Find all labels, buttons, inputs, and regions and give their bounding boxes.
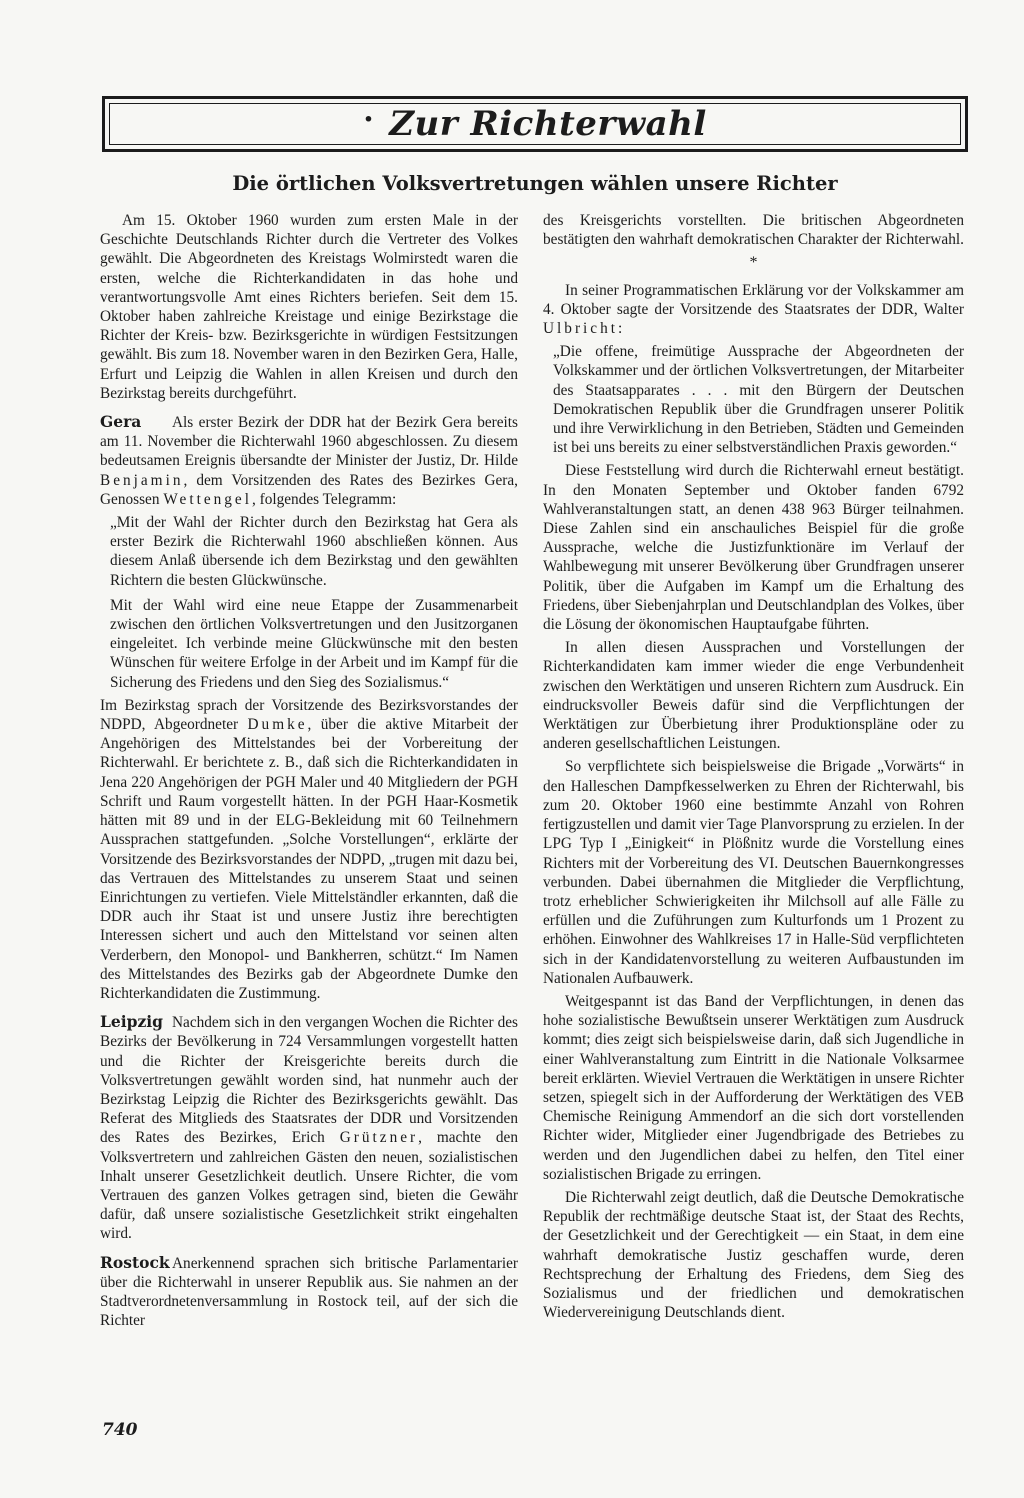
section-leipzig: [100, 1013, 518, 1243]
right-paragraph-4: So verpflichtete sich beispielsweise die Brigade „Vorwärts“ in den Halleschen Dampfkesselwerken zu Ehren der Richterwahl, bis zum 20. Oktober 1960 eine bestimmte Anzahl von Rohren fertigzustellen und damit vier Tage Planvorsprung zu erzielen. In der LPG Typ I „Einigkeit“ in Plößnitz wurde die Vorstellung eines Richters mit der Vorbereitung des VI. Deutschen Bauernkongresses verbunden. Dabei übernahmen die Mitglieder die Verpflichtung, trotz erheblicher Schwierigkeiten ihr Milchsoll auf alle Fälle zu erfüllen und die Zuführungen zum Kulturfonds um 1 Prozent zu erhöhen. Einwohner des Wahlkreises 17 in Halle-Süd verpflichteten sich in der Kandidatenvorstellung zu weiteren Aufbaustunden im Nationalen Aufbauwerk.: [543, 758, 964, 987]
name-wettengel: Wettengel: [163, 490, 252, 508]
gera-paragraph-2: Im Bezirkstag sprach der Vorsitzende des Bezirksvorstandes der NDPD, Abgeordneter Dumke, über die aktive Mitarbeit der Angehörigen des Mittelstandes bei der Vorbereitung der Richterwahl. Er berichtete z. B., daß sich die Richterkandidaten in Jena 220 Angehörigen der PGH Maler und 40 Mitgliedern der PGH Schrift und Raum vorgestellt hätten. In der PGH Haar-Kosmetik hätten mit 89 und in der ELG-Bekleidung mit 60 Teilnehmern Aussprachen stattgefunden. „Solche Vorstellungen“, erklärte der Vorsitzende des Bezirksvorstandes der NDPD, „trugen mit dazu bei, das Vertrauen des Mittelstandes zu unserem Staat und seinen Einrichtungen zu vertiefen. Viele Mittelständler erkannten, daß die DDR auch ihr Staat ist und unsere Justiz ihre berechtigten Interessen sichert und auch den Mittelstand vor seinen alten Verderbern, den Monopol- und Bankherren, schützt.“ Im Namen des Mittelstandes des Bezirks gab der Abgeordnete Dumke den Richterkandidaten die Zustimmung.: [100, 696, 518, 1002]
name-benjamin: Benjamin: [100, 471, 184, 489]
name-gruetzner: Grützner: [339, 1129, 419, 1147]
name-dumke: Dumke: [247, 716, 308, 734]
section-separator-star: *: [749, 254, 758, 272]
section-gera: [100, 413, 518, 1003]
page-number: 740: [102, 1420, 138, 1440]
rostock-paragraph: Anerkennend sprachen sich britische Parlamentarier über die Richterwahl in unserer Republik aus. Sie nahmen an der Stadtverordnetenversammlung in Rostock teil, auf der sich die Richter: [100, 1254, 518, 1330]
right-paragraph-3: In allen diesen Aussprachen und Vorstellungen der Richterkandidaten kam immer wieder die enge Verbundenheit zwischen den Werktätigen und unseren Richtern zum Ausdruck. Ein eindrucksvoller Beweis dafür sind die Verpflichtungen der Werktätigen zur Überbietung ihrer Produktionspläne oder zu anderen gesellschaftlichen Leistungen.: [543, 639, 964, 753]
intro-paragraph: Am 15. Oktober 1960 wurden zum ersten Male in der Geschichte Deutschlands Richter durch die Vertreter des Volkes gewählt. Die Abgeordneten des Kreistags Wolmirstedt waren die ersten, welche die Richterkandidaten in das hohe und verantwortungsvolle Amt eines Richters beriefen. Seit dem 15. Oktober haben zahlreiche Kreistage und einige Bezirkstage die Richter der Kreis- bzw. Bezirksgerichte in würdigen Festsitzungen gewählt. Bis zum 18. November waren in den Bezirken Gera, Halle, Erfurt und Leipzig die Wahlen in allen Kreisen und durch den Bezirkstag bereits durchgeführt.: [100, 212, 518, 402]
section-title: · Zur Richterwahl: [363, 104, 707, 144]
section-label-leipzig: Leipzig: [100, 1012, 164, 1032]
article-headline: Die örtlichen Volksvertretungen wählen unsere Richter: [232, 172, 838, 195]
section-rostock: [100, 1254, 518, 1331]
rostock-continuation: des Kreisgerichts vorstellten. Die britischen Abgeordneten bestätigten den wahrhaft demokratischen Charakter der Richterwahl.: [543, 212, 964, 249]
gera-paragraph-1: Als erster Bezirk der DDR hat der Bezirk Gera bereits am 11. November die Richterwahl 1960 abgeschlossen. Zu diesem bedeutsamen Ereignis übersandte der Minister der Justiz, Dr. Hilde Benjamin, dem Vorsitzenden des Rates des Bezirkes Gera, Genossen Wettengel, folgendes Telegramm:: [100, 414, 518, 508]
right-column: [543, 211, 964, 1326]
right-paragraph-6: Die Richterwahl zeigt deutlich, daß die Deutsche Demokratische Republik der rechtmäßige deutsche Staat ist, der Staat des Rechts, der Gesetzlichkeit und der Gerechtigkeit — ein Staat, in dem eine wahrhaft demokratische Justiz geschaffen wurde, deren Rechtsprechung der Erhaltung des Friedens, dem Sieg des Sozialismus und der friedlichen und demokratischen Wiedervereinigung Deutschlands dient.: [543, 1188, 964, 1322]
ulbricht-paragraph: In seiner Programmatischen Erklärung vor der Volkskammer am 4. Oktober sagte der Vorsitzende des Staatsrates der DDR, Walter Ulbricht:: [543, 281, 964, 338]
section-banner: [102, 96, 968, 152]
section-banner-inner: [109, 103, 961, 145]
left-column: [100, 211, 518, 1334]
section-label-rostock: Rostock: [100, 1252, 170, 1272]
ulbricht-quote: „Die offene, freimütige Aussprache der Abgeordneten der Volkskammer und der örtlichen Volksvertretungen, der Mitarbeiter des Staatsapparates . . . mit den Bürgern der Deutschen Demokratischen Republik über die Grundfragen unserer Politik und ihre Verwirklichung in den Betrieben, Städten und Gemeinden ist bei uns bereits zu einer selbstverständlichen Praxis geworden.“: [553, 343, 964, 457]
name-ulbricht: Ulbricht: [543, 320, 618, 338]
right-paragraph-5: Weitgespannt ist das Band der Verpflichtungen, in denen das hohe sozialistische Bewußtsein unserer Werktätigen zum Ausdruck kommt; dies zeigt sich beispielsweise darin, daß sich Jugendliche in einer Wahlveranstaltung zum Eintritt in die Nationale Volksarmee bereit erklärten. Wieviel Vertrauen die Werktätigen in unsere Richter setzen, spiegelt sich in der Aufforderung der Werktätigen des VEB Chemische Reinigung Ammendorf an die sich dort vorstellenden Richter wider, Mitglieder einer Jugendbrigade des Betriebes zu werden und den Jugendlichen dabei zu helfen, den Titel einer sozialistischen Brigade zu erringen.: [543, 992, 964, 1183]
section-label-gera: Gera: [100, 412, 142, 432]
right-paragraph-2: Diese Feststellung wird durch die Richterwahl erneut bestätigt. In den Monaten September und Oktober fanden 6792 Wahlveranstaltungen statt, an denen 438 963 Bürger teilnahmen. Diese Zahlen sind ein anschauliches Beispiel für die große Aussprache, welche die Justizfunktionäre im Verlauf der Wahlbewegung mit unserer Bevölkerung über Grundfragen unserer Politik, über die Aufgaben im Kampf um die Erhaltung des Friedens, über Siebenjahrplan und Deutschlandplan des Volkes, über die Lösung der ökonomischen Hauptaufgabe führten.: [543, 462, 964, 634]
leipzig-paragraph: Nachdem sich in den vergangen Wochen die Richter des Bezirks der Bevölkerung in 724 Versammlungen vorgestellt hatten und die Richter der Kreisgerichte bereits durch die Volksvertretungen gewählt worden sind, hat nunmehr auch der Bezirkstag Leipzig die Richter des Bezirksgerichts gewählt. Das Referat des Mitglieds des Staatsrates der DDR und Vorsitzenden des Rates des Bezirkes, Erich Grützner, machte den Volksvertretern und zahlreichen Gästen den neuen, sozialistischen Inhalt unserer Gesetzlichkeit deutlich. Unsere Richter, die vom Vertrauen des ganzen Volkes getragen sind, bieten die Gewähr dafür, daß unsere sozialistische Gesetzlichkeit strikt eingehalten wird.: [100, 1014, 518, 1243]
telegram-quote-2: Mit der Wahl wird eine neue Etappe der Zusammenarbeit zwischen den örtlichen Volksvertretungen und den Jusitzorganen eingeleitet. Ich verbinde meine Glückwünsche mit den besten Wünschen für weitere Erfolge in der Arbeit und im Kampf für die Sicherung des Friedens und den Sieg des Sozialismus.“: [110, 596, 518, 691]
telegram-quote-1: „Mit der Wahl der Richter durch den Bezirkstag hat Gera als erster Bezirk die Richterwahl 1960 abschließen können. Aus diesem Anlaß übersende ich dem Bezirkstag und den gewählten Richtern die besten Glückwünsche.: [110, 514, 518, 589]
